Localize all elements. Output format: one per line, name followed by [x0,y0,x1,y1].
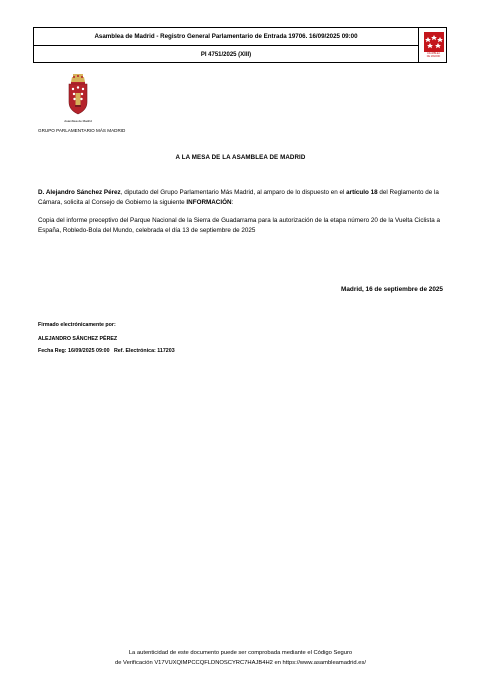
parliamentary-group-name: GRUPO PARLAMENTARIO MÁS MADRID [38,128,126,133]
addressee-heading: A LA MESA DE LA ASAMBLEA DE MADRID [175,154,306,161]
registry-header [33,27,447,63]
deputy-name: D. Alejandro Sánchez Pérez [38,189,121,196]
coat-caption: Asamblea de Madrid [64,119,92,123]
footer-line-2: de Verificación V17VUXQIMPCCQFLDNOSCYRC7HAJB4H2 en https://www.asambleamadrid.es/ [115,660,366,666]
asamblea-logo-icon [424,32,444,52]
registration-info [38,348,175,354]
signature-label: Firmado electrónicamente por: [38,322,116,328]
request-type: INFORMACIÓN [186,199,232,206]
signer-name: ALEJANDRO SÁNCHEZ PÉREZ [38,336,118,342]
footer-line-1: La autenticidad de este documento puede ser comprobada mediante el Código Seguro [128,650,353,656]
intro-paragraph: D. Alejandro Sánchez Pérez, diputado del Grupo Parlamentario Más Madrid, al amparo de lo dispuesto en el artículo 18 del Reglamento de la Cámara, solicita al Consejo de Gobierno la siguiente INFORMACIÓN: [38,189,439,206]
reference-number: PI 4751/2025 (XIII) [34,46,419,63]
coat-of-arms-icon [64,74,92,118]
request-paragraph: Copia del informe preceptivo del Parque Nacional de la Sierra de Guadarrama para la autorización de la etapa número 20 de la Vuelta Ciclista a España, Robledo-Bola del Mundo, celebrada el día 13 de septiembre de 2025 [38,217,440,234]
registration-date: Fecha Reg: 16/09/2025 09:00 [38,348,110,354]
registry-line: Asamblea de Madrid - Registro General Parlamentario de Entrada 19706. 16/09/2025 09:00 [34,28,419,46]
document-date: Madrid, 16 de septiembre de 2025 [341,286,443,293]
verification-footer [0,648,481,668]
logo-caption: ASAMBLEA DE MADRID [426,52,441,58]
article-reference: artículo 18 [346,189,378,196]
asamblea-logo [420,28,447,63]
electronic-reference: Ref. Electrónica: 117203 [113,348,175,354]
